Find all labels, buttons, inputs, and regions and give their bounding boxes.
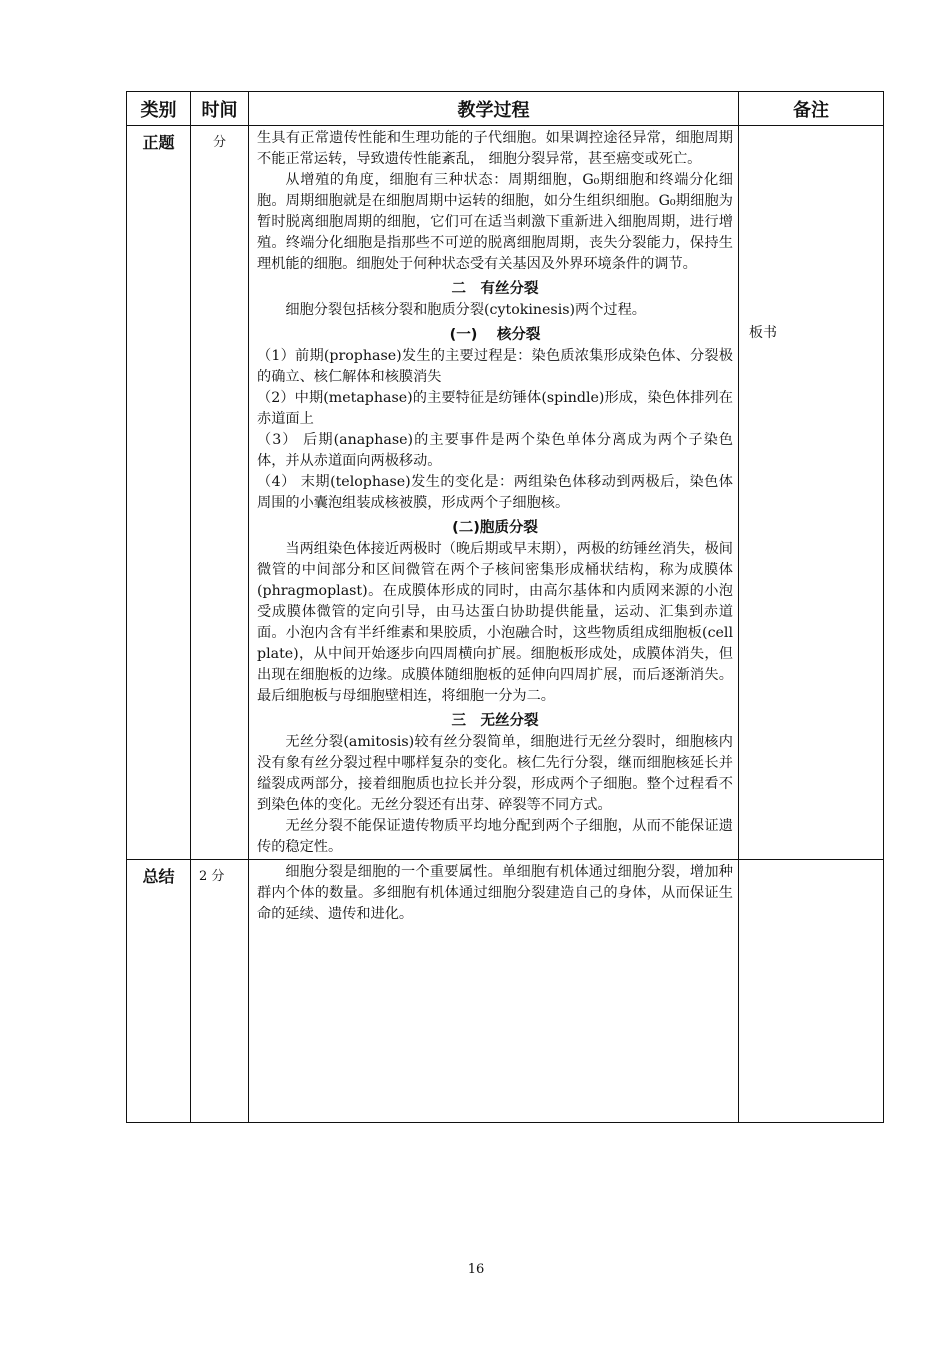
lesson-plan-table xyxy=(126,91,884,1123)
table-header-row xyxy=(127,92,884,126)
page-number: 16 xyxy=(467,1262,485,1277)
list-item: （1）前期(prophase)发生的主要过程是：染色质浓集形成染色体、分裂极的确立、核仁解体和核膜消失 xyxy=(257,348,733,385)
paragraph: 当两组染色体接近两极时（晚后期或早末期），两极的纺锤丝消失，极间微管的中间部分和区间微管在两个子核间密集形成桶状结构，称为成膜体(phragmoplast)。在成膜体形成的同时，由高尔基体和内质网来源的小泡受成膜体微管的定向引导，由马达蛋白协助提供能量，运动、汇集到赤道面。小泡内含有半纤维素和果胶质，小泡融合时，这些物质组成细胞板(cell plate)，从中间开始逐步向四周横向扩展。细胞板形成处，成膜体消失，但出现在细胞板的边缘。成膜体随细胞板的延伸向四周扩展，而后逐渐消失。最后细胞板与母细胞壁相连，将细胞一分为二。 xyxy=(257,541,733,704)
list-item: （4） 末期(telophase)发生的变化是：两组染色体移动到两极后，染色体周围的小囊泡组装成核被膜，形成两个子细胞核。 xyxy=(257,474,733,511)
notes-cell xyxy=(739,860,884,1123)
section-heading: 三 无丝分裂 xyxy=(451,713,539,729)
time-cell: 2 分 xyxy=(191,860,249,1123)
category-cell: 总结 xyxy=(127,860,191,1123)
header-notes: 备注 xyxy=(739,92,884,126)
paragraph: 细胞分裂是细胞的一个重要属性。单细胞有机体通过细胞分裂，增加种群内个体的数量。多细胞有机体通过细胞分裂建造自己的身体，从而保证生命的延续、遗传和进化。 xyxy=(257,864,733,922)
note-blackboard: 板书 xyxy=(749,325,777,341)
paragraph: 从增殖的角度，细胞有三种状态：周期细胞，G₀期细胞和终端分化细胞。周期细胞就是在细胞周期中运转的细胞，如分生组织细胞。G₀期细胞为暂时脱离细胞周期的细胞，它们可在适当刺激下重新进入细胞周期，进行增殖。终端分化细胞是指那些不可逆的脱离细胞周期，丧失分裂能力，保持生理机能的细胞。细胞处于何种状态受有关基因及外界环境条件的调节。 xyxy=(257,172,733,272)
paragraph: 无丝分裂(amitosis)较有丝分裂简单，细胞进行无丝分裂时，细胞核内没有象有丝分裂过程中哪样复杂的变化。核仁先行分裂，继而细胞核延长并缢裂成两部分，接着细胞质也拉长并分裂，形成两个子细胞。整个过程看不到染色体的变化。无丝分裂还有出芽、碎裂等不同方式。 xyxy=(257,734,733,813)
section-heading: 二 有丝分裂 xyxy=(451,281,539,297)
time-cell: 分 xyxy=(191,126,249,860)
list-item: （3） 后期(anaphase)的主要事件是两个染色单体分离成为两个子染色体，并从赤道面向两极移动。 xyxy=(257,432,733,469)
table-row-summary xyxy=(127,860,884,1123)
paragraph: 无丝分裂不能保证遗传物质平均地分配到两个子细胞，从而不能保证遗传的稳定性。 xyxy=(257,818,733,855)
paragraph: 细胞分裂包括核分裂和胞质分裂(cytokinesis)两个过程。 xyxy=(285,302,646,318)
list-item: （2）中期(metaphase)的主要特征是纺锤体(spindle)形成，染色体排列在赤道面上 xyxy=(257,390,733,427)
process-cell xyxy=(249,126,739,860)
header-process: 教学过程 xyxy=(249,92,739,126)
header-category: 类别 xyxy=(127,92,191,126)
table-row-main-topic xyxy=(127,126,884,860)
notes-cell xyxy=(739,126,884,860)
section-heading: (一) 核分裂 xyxy=(449,327,541,343)
category-cell: 正题 xyxy=(127,126,191,860)
process-cell xyxy=(249,860,739,1123)
paragraph: 生具有正常遗传性能和生理功能的子代细胞。如果调控途径异常，细胞周期不能正常运转，导致遗传性能紊乱， 细胞分裂异常，甚至癌变或死亡。 xyxy=(257,130,733,167)
header-time: 时间 xyxy=(191,92,249,126)
section-heading: (二)胞质分裂 xyxy=(452,520,538,536)
